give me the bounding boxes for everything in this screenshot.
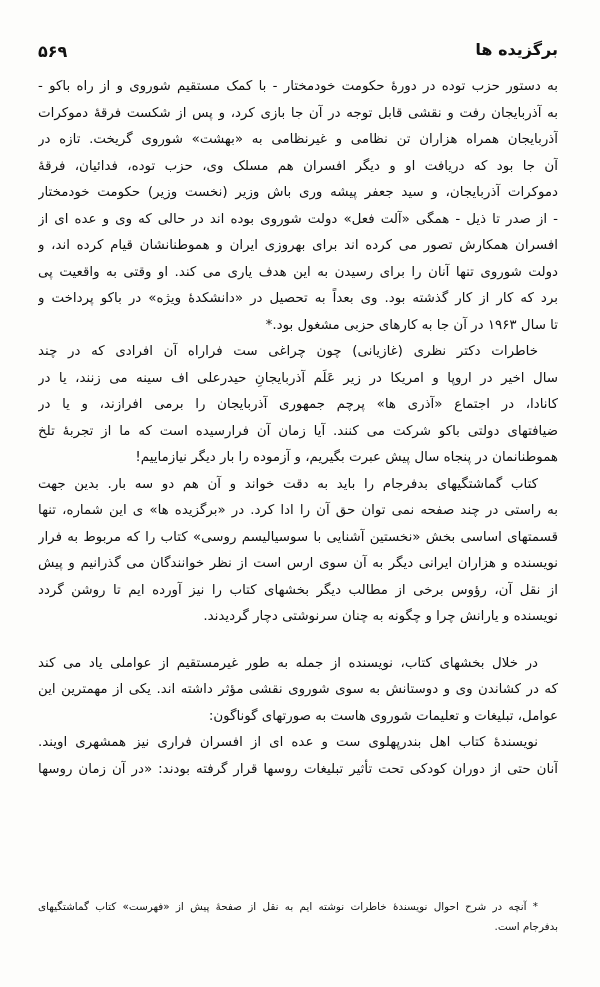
- text-line: هموطنانمان در پنجاه سال پیش عبرت بگیریم، و آزموده را بار دیگر نیازماییم!: [135, 450, 558, 465]
- text-line: از نقل آن، رؤوس برخی از مطالب دیگر بخشهای کتاب را نیز آورده ایم تا روشن گردد: [38, 582, 558, 598]
- footnote: [38, 897, 558, 937]
- text-line: آن جا بود که دریافت او و دیگر افسران هم مسلک وی، حزب توده، فدائیان، فرقهٔ: [38, 158, 558, 174]
- footnote-line: * آنچه در شرح احوال نویسندهٔ خاطرات نوشته ایم به نقل از صفحهٔ پیش از «فهرست» کتاب گماشتگیهای: [38, 901, 538, 913]
- text-line: برد که کار از کار گذشته بود. وی بعداً به تحصیل در «دانشکدهٔ ویژه» در باکو پرداخت و: [38, 291, 558, 306]
- text-line: آنان حتی از دوران کودکی تحت تأثیر تبلیغات روسها قرار گرفته بودند: «در آن زمان روسها: [38, 761, 558, 777]
- text-line: نویسنده و یارانش چرا و چگونه به چنان سرنوشتی دچار گردیدند.: [203, 609, 558, 624]
- paragraph-4: [38, 651, 558, 731]
- text-line: به آذربایجان رفت و نقشی قابل توجه در آن جا بازی کرد، و پس از شکست فرقهٔ دموکرات: [38, 105, 558, 121]
- text-line: افسران همکارش تصور می کرده اند برای بهروزی ایران و هموطنانشان قیام کرده اند، و: [38, 238, 558, 253]
- text-line: سال اخیر در اروپا و امریکا در زیر عَلَم آذربایجانِ حیدرعلی اف سینه می زنند، یا در: [38, 370, 558, 386]
- text-line: دموکرات آذربایجان، و سید جعفر پیشه وری باش وزیر (نخست وزیر) حکومت خودمختار: [38, 185, 558, 200]
- text-line: کتاب گماشتگیهای بدفرجام را باید به دقت خواند و آن هم دو سه بار. بدین جهت: [38, 476, 538, 492]
- page-header: [38, 40, 558, 64]
- text-line: ضیافتهای دولتی باکو شرکت می کنند. آیا زمان آن فرارسیده است که ما از تجربهٔ تلخ: [38, 423, 558, 439]
- page-number: ۵۶۹: [38, 42, 68, 61]
- text-line: به دستور حزب توده در دورهٔ حکومت خودمختار - با کمک مستقیم شوروی و از راه باکو -: [38, 79, 558, 94]
- running-head: برگزیده ها: [475, 40, 558, 59]
- text-line: قسمتهای اساسی بخش «نخستین آشنایی با سوسیالیسم روسی» کتاب را که مربوط به فرار: [38, 529, 558, 545]
- paragraph-1: [38, 74, 558, 339]
- text-line: تا سال ۱۹۶۳ در آن جا به کارهای حزبی مشغول بود.*: [265, 317, 558, 333]
- text-line: آذربایجان همراه هزاران تن نظامی و غیرنظامی به «بهشت» شوروی گریخت. تازه در: [38, 132, 558, 147]
- paragraph-3: [38, 472, 558, 631]
- text-line: - از صدر تا ذیل - همگی «آلت فعل» دولت شوروی بوده اند در حالی که وی و عده ای از: [38, 211, 558, 227]
- text-line: که در کشاندن وی و دوستانش به سوی شوروی نقشی مؤثر داشته اند. یکی از مهمترین این: [38, 682, 558, 697]
- text-line: خاطرات دکتر نظری (غازیانی) چون چراغی ست فراراه آن افرادی که در چند: [38, 344, 538, 359]
- text-line: عوامل، تبلیغات و تعلیمات شوروی هاست به صورتهای گوناگون:: [208, 708, 558, 724]
- body-text: [38, 74, 558, 783]
- footnote-line: بدفرجام است.: [494, 921, 558, 933]
- text-line: نویسنده و هزاران ایرانی دیگر به آن سوی ارس است از نظر خوانندگان می گذرانیم و پیش: [38, 556, 558, 571]
- text-line: دولت شوروی تنها آنان را برای رسیدن به این هدف یاری می کند. او وقتی به واقعیت پی: [38, 264, 558, 280]
- paragraph-5: [38, 730, 558, 783]
- text-line: کانادا، در اجتماع «آذری ها» پرچم جمهوری آذربایجان را برمی افرازند، و یا در: [38, 397, 558, 412]
- text-line: در خلال بخشهای کتاب، نویسنده از جمله به طور غیرمستقیم از عواملی یاد می کند: [38, 655, 538, 671]
- text-line: به راستی در چند صفحه نمی توان حق آن را ادا کرد. در «برگزیده ها» ی این شماره، تنها: [38, 503, 558, 518]
- section-break: [38, 631, 558, 651]
- paragraph-2: [38, 339, 558, 472]
- text-line: نویسندهٔ کتاب اهل بندرپهلوی ست و عده ای از افسران فراری نیز همشهری اویند.: [38, 735, 538, 750]
